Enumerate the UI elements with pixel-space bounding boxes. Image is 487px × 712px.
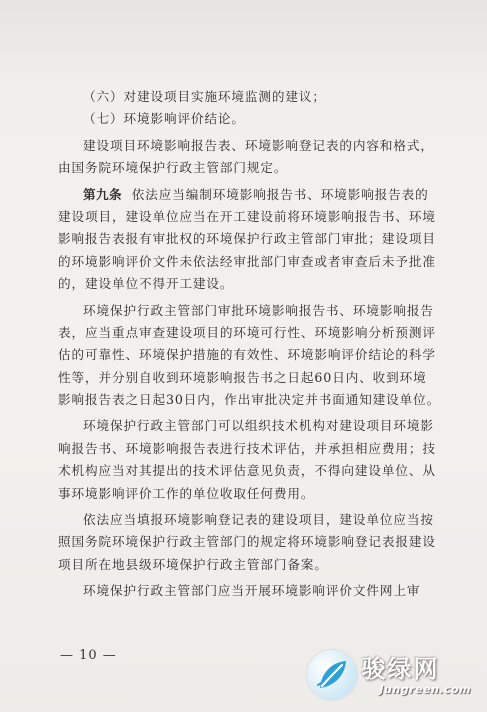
text-line: 表，应当重点审查建设项目的环境可行性、环境影响分析预测评 [58, 324, 436, 340]
paragraph-list-items [58, 86, 453, 131]
paragraph-format-rule [58, 135, 453, 180]
watermark-url: Jungreen.com [379, 682, 471, 696]
watermark-site-name: 骏绿网 [361, 654, 440, 683]
text-line: 响报告书、环境影响报告表进行技术评估，并承担相应费用；技 [58, 440, 436, 456]
text-line: 项目所在地县级环境保护行政主管部门备案。 [58, 556, 328, 572]
paragraph-technical-assessment [58, 415, 453, 505]
text-line: 照国务院环境保护行政主管部门的规定将环境影响登记表报建设 [58, 534, 436, 550]
paragraph-article-nine [58, 184, 453, 296]
text-line: 性等，并分别自收到环境影响报告书之日起60日内、收到环境 [58, 369, 427, 385]
paragraph-review-rules [58, 300, 453, 412]
article-label: 第九条 [83, 186, 122, 202]
leaf-logo-icon [307, 650, 357, 700]
text-line: 影响报告表之日起30日内，作出审批决定并书面通知建设单位。 [58, 392, 441, 408]
text-line: 的环境影响评价文件未依法经审批部门审查或者审查后未予批准 [58, 253, 436, 269]
text-line: 影响报告表报有审批权的环境保护行政主管部门审批；建设项目 [58, 231, 436, 247]
text-line: 建设项目，建设单位应当在开工建设前将环境影响报告书、环境 [58, 208, 436, 224]
watermark-text [361, 655, 471, 696]
text-line: （七）环境影响评价结论。 [83, 111, 245, 127]
page-number: — 10 — [60, 648, 117, 663]
text-line: 建设项目环境影响报告表、环境影响登记表的内容和格式， [83, 137, 434, 153]
paragraph-registration-filing [58, 509, 453, 576]
paragraph-online-review [58, 580, 453, 602]
text-line: 由国务院环境保护行政主管部门规定。 [58, 160, 288, 176]
text-line: 依法应当填报环境影响登记表的建设项目，建设单位应当按 [83, 512, 434, 528]
text-line: 环境保护行政主管部门可以组织技术机构对建设项目环境影 [83, 418, 434, 434]
text-line: 的，建设单位不得开工建设。 [58, 276, 234, 292]
text-line: 环境保护行政主管部门审批环境影响报告书、环境影响报告 [83, 302, 434, 318]
site-watermark [307, 650, 471, 700]
text-line: 环境保护行政主管部门应当开展环境影响评价文件网上审 [83, 583, 421, 599]
text-line: 事环境影响评价工作的单位收取任何费用。 [58, 485, 315, 501]
text-line: 估的可靠性、环境保护措施的有效性、环境影响评价结论的科学 [58, 347, 436, 363]
text-line [58, 184, 453, 206]
document-body [58, 86, 453, 603]
text-line: 术机构应当对其提出的技术评估意见负责，不得向建设单位、从 [58, 463, 436, 479]
article-text: 依法应当编制环境影响报告书、环境影响报告表的 [131, 186, 429, 202]
text-line: （六）对建设项目实施环境监测的建议； [83, 89, 326, 104]
